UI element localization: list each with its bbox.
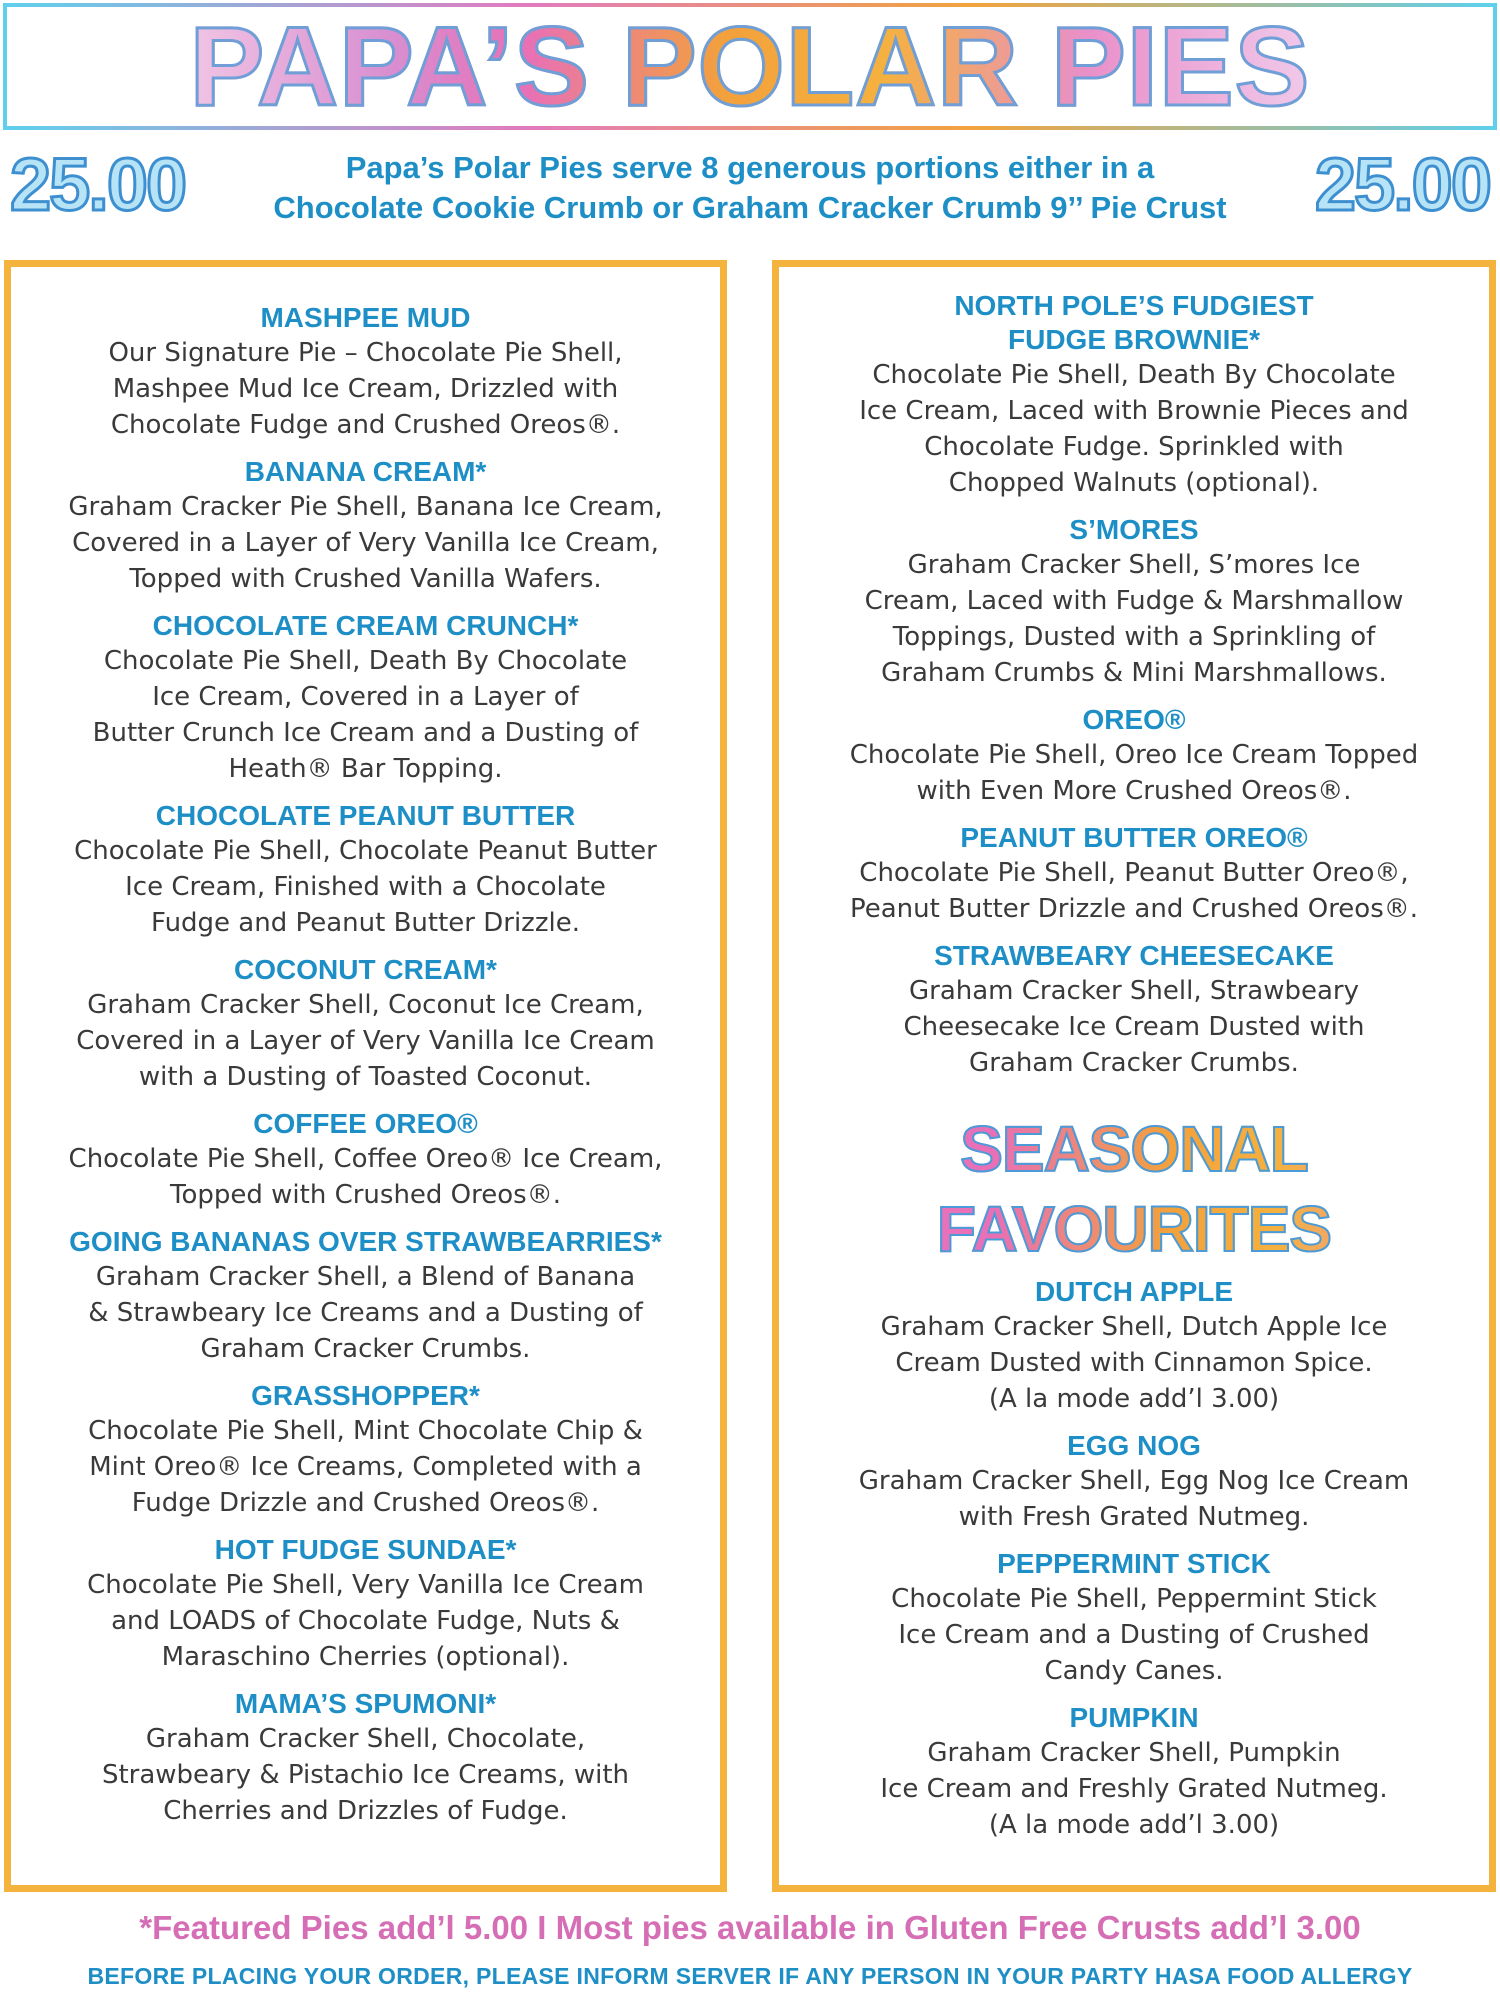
title-banner (3, 3, 1497, 130)
pie-item (11, 301, 720, 443)
pie-name: MASHPEE MUD (260, 302, 471, 333)
pie-item (779, 289, 1489, 501)
seasonal-pie-item (779, 1701, 1489, 1843)
pie-item (779, 821, 1489, 927)
pie-description: Chocolate Pie Shell, Death By Chocolate Ice Cream, Laced with Brownie Pieces and Chocolate Fudge. Sprinkled with Chopped Walnuts (optional). (859, 360, 1409, 498)
pie-description: Graham Cracker Shell, Strawbeary Cheesecake Ice Cream Dusted with Graham Cracker Crumbs. (903, 976, 1365, 1078)
pie-item (11, 1225, 720, 1367)
pie-name: EGG NOG (1067, 1430, 1201, 1461)
pie-name: COCONUT CREAM* (234, 954, 497, 985)
price-right: 25.00 (1314, 143, 1490, 226)
pie-description: Graham Cracker Shell, Coconut Ice Cream, Covered in a Layer of Very Vanilla Ice Cream with a Dusting of Toasted Coconut. (76, 990, 655, 1092)
seasonal-pie-item (779, 1275, 1489, 1417)
pie-name: NORTH POLE’S FUDGIEST FUDGE BROWNIE* (954, 290, 1314, 355)
pie-description: Chocolate Pie Shell, Very Vanilla Ice Cream and LOADS of Chocolate Fudge, Nuts & Maraschino Cherries (optional). (87, 1570, 644, 1672)
seasonal-heading-line1: SEASONAL (960, 1113, 1308, 1185)
pie-item (11, 799, 720, 941)
pie-description: Chocolate Pie Shell, Mint Chocolate Chip & Mint Oreo® Ice Creams, Completed with a Fudge Drizzle and Crushed Oreos®. (88, 1416, 643, 1518)
pie-name: CHOCOLATE CREAM CRUNCH* (152, 610, 579, 641)
pie-name: MAMA’S SPUMONI* (234, 1688, 497, 1719)
pie-name: CHOCOLATE PEANUT BUTTER (155, 800, 576, 831)
pie-name: GOING BANANAS OVER STRAWBEARRIES* (69, 1226, 662, 1257)
pie-item (11, 1533, 720, 1675)
pie-description: Chocolate Pie Shell, Death By Chocolate Ice Cream, Covered in a Layer of Butter Crunch Ice Cream and a Dusting of Heath® Bar Topping. (92, 646, 639, 784)
pie-description: Chocolate Pie Shell, Chocolate Peanut Butter Ice Cream, Finished with a Chocolate Fudge and Peanut Butter Drizzle. (74, 836, 657, 938)
menu-title: PAPA’S POLAR PIES (189, 3, 1311, 129)
footer-pricing-note: *Featured Pies add’l 5.00 I Most pies available in Gluten Free Crusts add’l 3.00 (139, 1909, 1361, 1946)
pie-description: Graham Cracker Shell, Dutch Apple Ice Cream Dusted with Cinnamon Spice. (A la mode add’l 3.00) (880, 1312, 1388, 1414)
pie-item (779, 703, 1489, 809)
right-menu-column (772, 260, 1496, 1892)
pie-item (11, 1379, 720, 1521)
pie-item (11, 953, 720, 1095)
pie-description: Graham Cracker Pie Shell, Banana Ice Cream, Covered in a Layer of Very Vanilla Ice Cream, Topped with Crushed Vanilla Wafers. (68, 492, 663, 594)
pie-description: Graham Cracker Shell, a Blend of Banana & Strawbeary Ice Creams and a Dusting of Graham Cracker Crumbs. (88, 1262, 643, 1364)
footer-allergy-warning: BEFORE PLACING YOUR ORDER, PLEASE INFORM SERVER IF ANY PERSON IN YOUR PARTY HASA FOOD ALLERGY (87, 1963, 1413, 1989)
pie-name: COFFEE OREO® (253, 1108, 478, 1139)
pie-description: Chocolate Pie Shell, Coffee Oreo® Ice Cream, Topped with Crushed Oreos®. (68, 1144, 663, 1210)
price-left: 25.00 (10, 143, 186, 226)
pie-description: Our Signature Pie – Chocolate Pie Shell, Mashpee Mud Ice Cream, Drizzled with Chocolate Fudge and Crushed Oreos®. (108, 338, 623, 440)
pie-description: Graham Cracker Shell, Egg Nog Ice Cream with Fresh Grated Nutmeg. (858, 1466, 1410, 1532)
pie-name: DUTCH APPLE (1034, 1276, 1234, 1307)
seasonal-heading-line2: FAVOURITES (936, 1193, 1332, 1265)
pie-item (11, 1687, 720, 1829)
pie-description: Graham Cracker Shell, S’mores Ice Cream, Laced with Fudge & Marshmallow Toppings, Dusted with a Sprinkling of Graham Crumbs & Mini Marshmallows. (864, 550, 1404, 688)
pie-item (11, 609, 720, 787)
pie-name: PEPPERMINT STICK (997, 1548, 1271, 1579)
pie-item (779, 513, 1489, 691)
pie-description: Chocolate Pie Shell, Peppermint Stick Ice Cream and a Dusting of Crushed Candy Canes. (891, 1584, 1377, 1686)
pie-item (11, 455, 720, 597)
pie-name: GRASSHOPPER* (251, 1380, 480, 1411)
pie-description: Chocolate Pie Shell, Peanut Butter Oreo®, Peanut Butter Drizzle and Crushed Oreos®. (849, 858, 1419, 924)
seasonal-pie-item (779, 1429, 1489, 1535)
pie-name: S’MORES (1069, 514, 1199, 545)
pie-name: HOT FUDGE SUNDAE* (214, 1534, 517, 1565)
seasonal-heading (779, 1109, 1489, 1269)
left-menu-column (4, 260, 727, 1892)
pie-name: STRAWBEARY CHEESECAKE (934, 940, 1334, 971)
pie-description: Chocolate Pie Shell, Oreo Ice Cream Topped with Even More Crushed Oreos®. (849, 740, 1419, 806)
intro-text: Papa’s Polar Pies serve 8 generous portions either in a Chocolate Cookie Crumb or Graham Cracker Crumb 9’’ Pie Crust (273, 150, 1227, 225)
pie-item (11, 1107, 720, 1213)
pie-name: BANANA CREAM* (244, 456, 487, 487)
pie-description: Graham Cracker Shell, Chocolate, Strawbeary & Pistachio Ice Creams, with Cherries and Drizzles of Fudge. (101, 1724, 630, 1826)
seasonal-pie-item (779, 1547, 1489, 1689)
pie-name: PEANUT BUTTER OREO® (960, 822, 1308, 853)
pie-name: PUMPKIN (1069, 1702, 1199, 1733)
pie-item (779, 939, 1489, 1081)
pie-name: OREO® (1082, 704, 1186, 735)
pie-description: Graham Cracker Shell, Pumpkin Ice Cream and Freshly Grated Nutmeg. (A la mode add’l 3.00) (880, 1738, 1388, 1840)
